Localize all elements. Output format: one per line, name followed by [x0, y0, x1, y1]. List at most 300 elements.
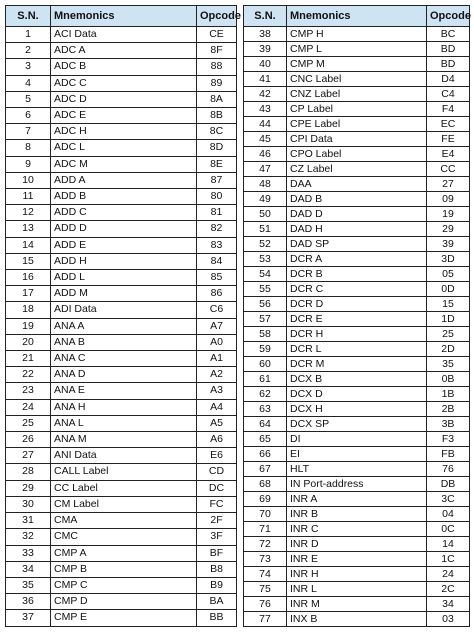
table-row — [244, 312, 470, 327]
mnemonic-cell: DCR D — [287, 297, 427, 312]
sn-cell: 53 — [244, 252, 287, 267]
table-row — [244, 507, 470, 522]
sn-cell: 24 — [6, 399, 51, 415]
table-row — [6, 140, 237, 156]
table-row — [244, 447, 470, 462]
mnemonic-cell: ANA E — [51, 383, 197, 399]
opcode-cell: 87 — [197, 172, 237, 188]
mnemonic-cell: IN Port-address — [287, 477, 427, 492]
table-row — [6, 237, 237, 253]
mnemonic-cell: CNC Label — [287, 72, 427, 87]
sn-cell: 12 — [6, 205, 51, 221]
opcode-cell: C4 — [427, 87, 470, 102]
sn-cell: 27 — [6, 448, 51, 464]
opcode-cell: 8E — [197, 156, 237, 172]
sn-cell: 74 — [244, 567, 287, 582]
mnemonic-cell: ADD C — [51, 205, 197, 221]
mnemonic-cell: ADD A — [51, 172, 197, 188]
mnemonic-cell: DI — [287, 432, 427, 447]
table-row — [6, 496, 237, 512]
sn-cell: 55 — [244, 282, 287, 297]
mnemonic-cell: CMP E — [51, 610, 197, 626]
mnemonic-cell: ANI Data — [51, 448, 197, 464]
opcode-cell: DC — [197, 480, 237, 496]
sn-cell: 65 — [244, 432, 287, 447]
mnemonic-cell: ADD D — [51, 221, 197, 237]
sn-cell: 48 — [244, 177, 287, 192]
mnemonic-cell: CPI Data — [287, 132, 427, 147]
opcode-cell: 86 — [197, 286, 237, 302]
opcode-cell: 29 — [427, 222, 470, 237]
opcode-cell: 19 — [427, 207, 470, 222]
opcode-cell: 05 — [427, 267, 470, 282]
table-row — [6, 577, 237, 593]
sn-cell: 11 — [6, 189, 51, 205]
table-row — [6, 594, 237, 610]
sn-cell: 14 — [6, 237, 51, 253]
mnemonic-cell: DAD B — [287, 192, 427, 207]
sn-cell: 10 — [6, 172, 51, 188]
table-row — [244, 537, 470, 552]
opcode-cell: A0 — [197, 334, 237, 350]
mnemonic-cell: ADC H — [51, 124, 197, 140]
opcode-cell: 8F — [197, 43, 237, 59]
mnemonic-cell: ADD B — [51, 189, 197, 205]
mnemonic-cell: ADC E — [51, 108, 197, 124]
table-row — [244, 162, 470, 177]
opcode-cell: 88 — [197, 59, 237, 75]
mnemonic-cell: CM Label — [51, 496, 197, 512]
table-row — [6, 351, 237, 367]
table-row — [6, 124, 237, 140]
opcode-cell: 39 — [427, 237, 470, 252]
sn-cell: 33 — [6, 545, 51, 561]
opcode-cell: A7 — [197, 318, 237, 334]
table-row — [6, 253, 237, 269]
opcode-cell: EC — [427, 117, 470, 132]
opcode-cell: A2 — [197, 367, 237, 383]
opcode-cell: E4 — [427, 147, 470, 162]
sn-cell: 58 — [244, 327, 287, 342]
mnemonic-cell: ANA M — [51, 432, 197, 448]
table-row — [6, 529, 237, 545]
opcode-cell: A6 — [197, 432, 237, 448]
opcode-cell: 76 — [427, 462, 470, 477]
header-row — [6, 6, 237, 27]
sn-cell: 26 — [6, 432, 51, 448]
table-row — [6, 221, 237, 237]
mnemonic-cell: CMP C — [51, 577, 197, 593]
sn-cell: 30 — [6, 496, 51, 512]
table-row — [244, 222, 470, 237]
opcode-cell: A4 — [197, 399, 237, 415]
mnemonic-cell: INR L — [287, 582, 427, 597]
sn-cell: 4 — [6, 75, 51, 91]
mnemonic-cell: DCX SP — [287, 417, 427, 432]
table-row — [6, 545, 237, 561]
opcode-cell: F4 — [427, 102, 470, 117]
opcode-cell: 34 — [427, 597, 470, 612]
table-row — [244, 597, 470, 612]
table-row — [244, 492, 470, 507]
table-row — [6, 302, 237, 318]
table-row — [244, 147, 470, 162]
sn-cell: 59 — [244, 342, 287, 357]
opcode-cell: FB — [427, 447, 470, 462]
table-row — [244, 252, 470, 267]
table-row — [244, 282, 470, 297]
sn-cell: 18 — [6, 302, 51, 318]
mnemonic-cell: DCR H — [287, 327, 427, 342]
opcode-cell: 24 — [427, 567, 470, 582]
table-row — [6, 464, 237, 480]
sn-cell: 62 — [244, 387, 287, 402]
sn-cell: 44 — [244, 117, 287, 132]
mnemonic-cell: DCX D — [287, 387, 427, 402]
sn-cell: 6 — [6, 108, 51, 124]
opcode-cell: 85 — [197, 270, 237, 286]
table-row — [244, 117, 470, 132]
mnemonic-cell: CMP L — [287, 42, 427, 57]
mnemonic-cell: ADC M — [51, 156, 197, 172]
sn-cell: 61 — [244, 372, 287, 387]
sn-cell: 76 — [244, 597, 287, 612]
mnemonic-cell: ADC D — [51, 91, 197, 107]
mnemonic-cell: CMP A — [51, 545, 197, 561]
sn-cell: 5 — [6, 91, 51, 107]
opcode-cell: 2F — [197, 513, 237, 529]
opcode-cell: 3B — [427, 417, 470, 432]
table-row — [6, 334, 237, 350]
sn-cell: 8 — [6, 140, 51, 156]
mnemonic-cell: DAD SP — [287, 237, 427, 252]
sn-cell: 69 — [244, 492, 287, 507]
opcode-cell: FC — [197, 496, 237, 512]
mnemonic-cell: DCR E — [287, 312, 427, 327]
opcode-cell: CD — [197, 464, 237, 480]
sn-cell: 64 — [244, 417, 287, 432]
opcode-cell: BD — [427, 42, 470, 57]
table-row — [244, 567, 470, 582]
opcode-cell: 35 — [427, 357, 470, 372]
mnemonic-cell: ADI Data — [51, 302, 197, 318]
table-row — [244, 402, 470, 417]
table-row — [6, 270, 237, 286]
sn-header: S.N. — [6, 6, 51, 27]
sn-cell: 54 — [244, 267, 287, 282]
table-row — [244, 57, 470, 72]
mnemonic-cell: ACI Data — [51, 27, 197, 43]
opcode-cell: 0C — [427, 522, 470, 537]
opcode-header: Opcode — [197, 6, 237, 27]
opcode-cell: A3 — [197, 383, 237, 399]
opcode-cell: 25 — [427, 327, 470, 342]
mnemonic-cell: ADD E — [51, 237, 197, 253]
opcode-cell: B9 — [197, 577, 237, 593]
opcode-cell: 14 — [427, 537, 470, 552]
table-row — [6, 108, 237, 124]
sn-cell: 1 — [6, 27, 51, 43]
mnemonic-cell: CZ Label — [287, 162, 427, 177]
sn-cell: 25 — [6, 415, 51, 431]
table-row — [244, 87, 470, 102]
mnemonic-cell: CNZ Label — [287, 87, 427, 102]
table-row — [244, 522, 470, 537]
table-row — [6, 27, 237, 43]
opcode-header: Opcode — [427, 6, 470, 27]
sn-cell: 45 — [244, 132, 287, 147]
sn-cell: 38 — [244, 27, 287, 42]
table-row — [6, 561, 237, 577]
mnemonic-cell: DCR C — [287, 282, 427, 297]
table-row — [244, 357, 470, 372]
table-row — [244, 327, 470, 342]
opcode-cell: 84 — [197, 253, 237, 269]
opcode-cell: BB — [197, 610, 237, 626]
opcode-cell: 03 — [427, 612, 470, 627]
sn-cell: 47 — [244, 162, 287, 177]
sn-cell: 72 — [244, 537, 287, 552]
table-row — [244, 432, 470, 447]
sn-cell: 40 — [244, 57, 287, 72]
sn-cell: 67 — [244, 462, 287, 477]
sn-cell: 31 — [6, 513, 51, 529]
sn-cell: 17 — [6, 286, 51, 302]
mnemonic-cell: ANA C — [51, 351, 197, 367]
table-row — [244, 477, 470, 492]
sn-cell: 23 — [6, 383, 51, 399]
sn-cell: 34 — [6, 561, 51, 577]
table-row — [6, 172, 237, 188]
mnemonic-cell: DCR B — [287, 267, 427, 282]
opcode-cell: BA — [197, 594, 237, 610]
opcode-cell: DB — [427, 477, 470, 492]
sn-cell: 39 — [244, 42, 287, 57]
sn-cell: 68 — [244, 477, 287, 492]
mnemonic-cell: ANA B — [51, 334, 197, 350]
mnemonics-header: Mnemonics — [287, 6, 427, 27]
mnemonic-cell: INR A — [287, 492, 427, 507]
opcode-table-left — [5, 5, 241, 627]
table-row — [6, 367, 237, 383]
opcode-cell: A1 — [197, 351, 237, 367]
opcode-cell: 8C — [197, 124, 237, 140]
sn-cell: 50 — [244, 207, 287, 222]
sn-cell: 9 — [6, 156, 51, 172]
table-row — [6, 59, 237, 75]
mnemonic-cell: CMA — [51, 513, 197, 529]
mnemonic-cell: EI — [287, 447, 427, 462]
opcode-cell: 3D — [427, 252, 470, 267]
mnemonic-cell: DCX H — [287, 402, 427, 417]
mnemonic-cell: ANA D — [51, 367, 197, 383]
table-row — [6, 448, 237, 464]
table-row — [6, 75, 237, 91]
sn-cell: 20 — [6, 334, 51, 350]
opcode-table-right — [243, 5, 470, 627]
opcode-cell: CC — [427, 162, 470, 177]
sn-cell: 36 — [6, 594, 51, 610]
table-row — [244, 102, 470, 117]
sn-cell: 56 — [244, 297, 287, 312]
sn-cell: 15 — [6, 253, 51, 269]
sn-cell: 3 — [6, 59, 51, 75]
sn-cell: 22 — [6, 367, 51, 383]
opcode-cell: 82 — [197, 221, 237, 237]
opcode-cell: 0B — [427, 372, 470, 387]
sn-cell: 43 — [244, 102, 287, 117]
mnemonic-cell: ADD M — [51, 286, 197, 302]
opcode-cell: C6 — [197, 302, 237, 318]
opcode-cell: BD — [427, 57, 470, 72]
table-row — [244, 552, 470, 567]
table-row — [244, 297, 470, 312]
mnemonic-cell: ADC C — [51, 75, 197, 91]
table-row — [6, 318, 237, 334]
mnemonic-cell: CPE Label — [287, 117, 427, 132]
table-row — [6, 480, 237, 496]
table-row — [244, 27, 470, 42]
mnemonic-cell: DAA — [287, 177, 427, 192]
opcode-cell: 8A — [197, 91, 237, 107]
mnemonic-cell: ANA A — [51, 318, 197, 334]
sn-cell: 42 — [244, 87, 287, 102]
mnemonic-cell: DCR L — [287, 342, 427, 357]
sn-cell: 41 — [244, 72, 287, 87]
mnemonic-cell: ADC B — [51, 59, 197, 75]
table-row — [6, 91, 237, 107]
opcode-cell: BC — [427, 27, 470, 42]
table-row — [244, 132, 470, 147]
opcode-cell: 2D — [427, 342, 470, 357]
opcode-cell: 04 — [427, 507, 470, 522]
opcode-cell: 8D — [197, 140, 237, 156]
sn-cell: 52 — [244, 237, 287, 252]
mnemonic-cell: CPO Label — [287, 147, 427, 162]
mnemonic-cell: CC Label — [51, 480, 197, 496]
table-row — [244, 237, 470, 252]
table-row — [6, 205, 237, 221]
opcode-cell: A5 — [197, 415, 237, 431]
sn-cell: 73 — [244, 552, 287, 567]
sn-cell: 7 — [6, 124, 51, 140]
table-row — [244, 612, 470, 627]
opcode-cell: 3C — [427, 492, 470, 507]
sn-cell: 75 — [244, 582, 287, 597]
mnemonic-cell: DAD H — [287, 222, 427, 237]
table-row — [244, 177, 470, 192]
table-row — [6, 156, 237, 172]
mnemonic-cell: ANA L — [51, 415, 197, 431]
sn-cell: 32 — [6, 529, 51, 545]
sn-cell: 19 — [6, 318, 51, 334]
opcode-cell: 83 — [197, 237, 237, 253]
sn-cell: 46 — [244, 147, 287, 162]
opcode-cell: 0D — [427, 282, 470, 297]
mnemonic-cell: INR C — [287, 522, 427, 537]
mnemonic-cell: DCR M — [287, 357, 427, 372]
opcode-cell: 8B — [197, 108, 237, 124]
mnemonic-cell: CMP B — [51, 561, 197, 577]
table-row — [6, 415, 237, 431]
table-row — [6, 286, 237, 302]
sn-cell: 29 — [6, 480, 51, 496]
sn-cell: 2 — [6, 43, 51, 59]
mnemonic-cell: HLT — [287, 462, 427, 477]
mnemonic-cell: ADC L — [51, 140, 197, 156]
sn-cell: 49 — [244, 192, 287, 207]
opcode-cell: 89 — [197, 75, 237, 91]
mnemonic-cell: INR E — [287, 552, 427, 567]
sn-cell: 21 — [6, 351, 51, 367]
opcode-cell: E6 — [197, 448, 237, 464]
opcode-cell: 81 — [197, 205, 237, 221]
mnemonic-cell: CP Label — [287, 102, 427, 117]
table-row — [244, 342, 470, 357]
sn-cell: 70 — [244, 507, 287, 522]
mnemonics-header: Mnemonics — [51, 6, 197, 27]
table-row — [6, 399, 237, 415]
opcode-cell: 2B — [427, 402, 470, 417]
mnemonic-cell: CALL Label — [51, 464, 197, 480]
sn-cell: 66 — [244, 447, 287, 462]
table-row — [6, 383, 237, 399]
mnemonic-cell: INR D — [287, 537, 427, 552]
opcode-cell: F3 — [427, 432, 470, 447]
opcode-cell: D4 — [427, 72, 470, 87]
opcode-cell: 3F — [197, 529, 237, 545]
header-row — [244, 6, 470, 27]
table-row — [244, 387, 470, 402]
table-row — [244, 462, 470, 477]
opcode-cell: BF — [197, 545, 237, 561]
mnemonic-cell: ADD L — [51, 270, 197, 286]
opcode-cell: 15 — [427, 297, 470, 312]
table-row — [244, 192, 470, 207]
table-row — [244, 72, 470, 87]
mnemonic-cell: DCR A — [287, 252, 427, 267]
opcode-cell: FE — [427, 132, 470, 147]
opcode-cell: 80 — [197, 189, 237, 205]
opcode-cell: 1C — [427, 552, 470, 567]
sn-cell: 35 — [6, 577, 51, 593]
opcode-cell: 2C — [427, 582, 470, 597]
table-row — [6, 189, 237, 205]
opcode-cell: B8 — [197, 561, 237, 577]
mnemonic-cell: ANA H — [51, 399, 197, 415]
mnemonic-cell: ADD H — [51, 253, 197, 269]
sn-cell: 28 — [6, 464, 51, 480]
table-row — [6, 432, 237, 448]
mnemonic-cell: INR B — [287, 507, 427, 522]
opcode-cell: 1B — [427, 387, 470, 402]
sn-cell: 37 — [6, 610, 51, 626]
table-row — [244, 417, 470, 432]
mnemonic-cell: CMP H — [287, 27, 427, 42]
sn-cell: 77 — [244, 612, 287, 627]
opcode-cell: 09 — [427, 192, 470, 207]
opcode-cell: 1D — [427, 312, 470, 327]
sn-cell: 57 — [244, 312, 287, 327]
sn-header: S.N. — [244, 6, 287, 27]
table-row — [244, 42, 470, 57]
mnemonic-cell: CMP M — [287, 57, 427, 72]
mnemonic-cell: CMP D — [51, 594, 197, 610]
table-row — [244, 582, 470, 597]
table-row — [6, 513, 237, 529]
opcode-cell: 27 — [427, 177, 470, 192]
mnemonic-cell: CMC — [51, 529, 197, 545]
